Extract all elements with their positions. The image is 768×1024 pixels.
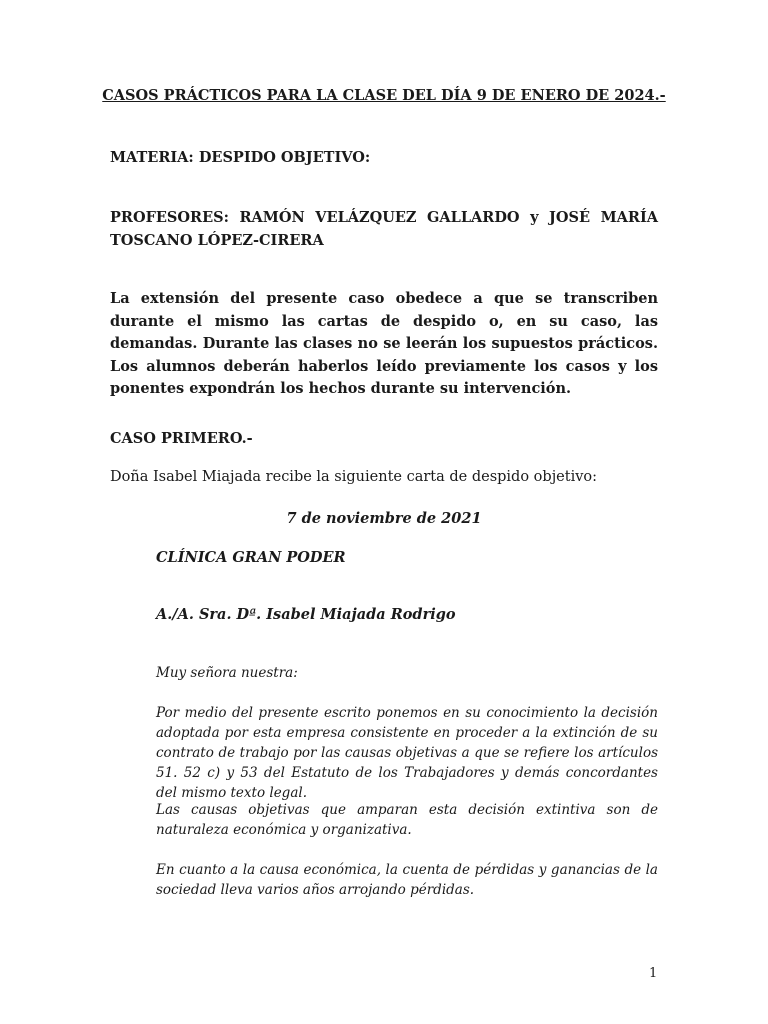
caso-intro: Doña Isabel Miajada recibe la siguiente carta de despido objetivo: bbox=[110, 469, 598, 485]
page-number: 1 bbox=[649, 966, 658, 981]
document-title: CASOS PRÁCTICOS PARA LA CLASE DEL DÍA 9 DE ENERO DE 2024.- bbox=[102, 87, 666, 104]
letter-salutation: Muy señora nuestra: bbox=[156, 665, 298, 681]
letter-paragraph-1: Por medio del presente escrito ponemos en su conocimiento la decisión adoptada por esta empresa consistente en proceder a la extinción de su contrato de trabajo por las causas objetivas a que se refiere los artículos 51. 52 c) y 53 del Estatuto de los Trabajadores y demás concordantes del mismo texto legal. bbox=[156, 705, 658, 801]
letter-recipient: A./A. Sra. Dª. Isabel Miajada Rodrigo bbox=[156, 606, 456, 623]
letter-company: CLÍNICA GRAN PODER bbox=[156, 549, 346, 566]
caso-heading: CASO PRIMERO.- bbox=[110, 430, 253, 447]
profesores-line: PROFESORES: RAMÓN VELÁZQUEZ GALLARDO y JOSÉ MARÍA TOSCANO LÓPEZ-CIRERA bbox=[110, 209, 658, 249]
letter-date: 7 de noviembre de 2021 bbox=[286, 510, 482, 527]
letter-paragraph-2: Las causas objetivas que amparan esta decisión extintiva son de naturaleza económica y organizativa. bbox=[156, 802, 658, 838]
intro-paragraph: La extensión del presente caso obedece a que se transcriben durante el mismo las cartas de despido o, en su caso, las demandas. Durante las clases no se leerán los supuestos prácticos. Los alumnos deberán haberlos leído previamente los casos y los ponentes expondrán los hechos durante su intervención. bbox=[110, 290, 658, 397]
materia-line: MATERIA: DESPIDO OBJETIVO: bbox=[110, 149, 371, 166]
letter-paragraph-3: En cuanto a la causa económica, la cuenta de pérdidas y ganancias de la sociedad lleva varios años arrojando pérdidas. bbox=[156, 862, 658, 898]
